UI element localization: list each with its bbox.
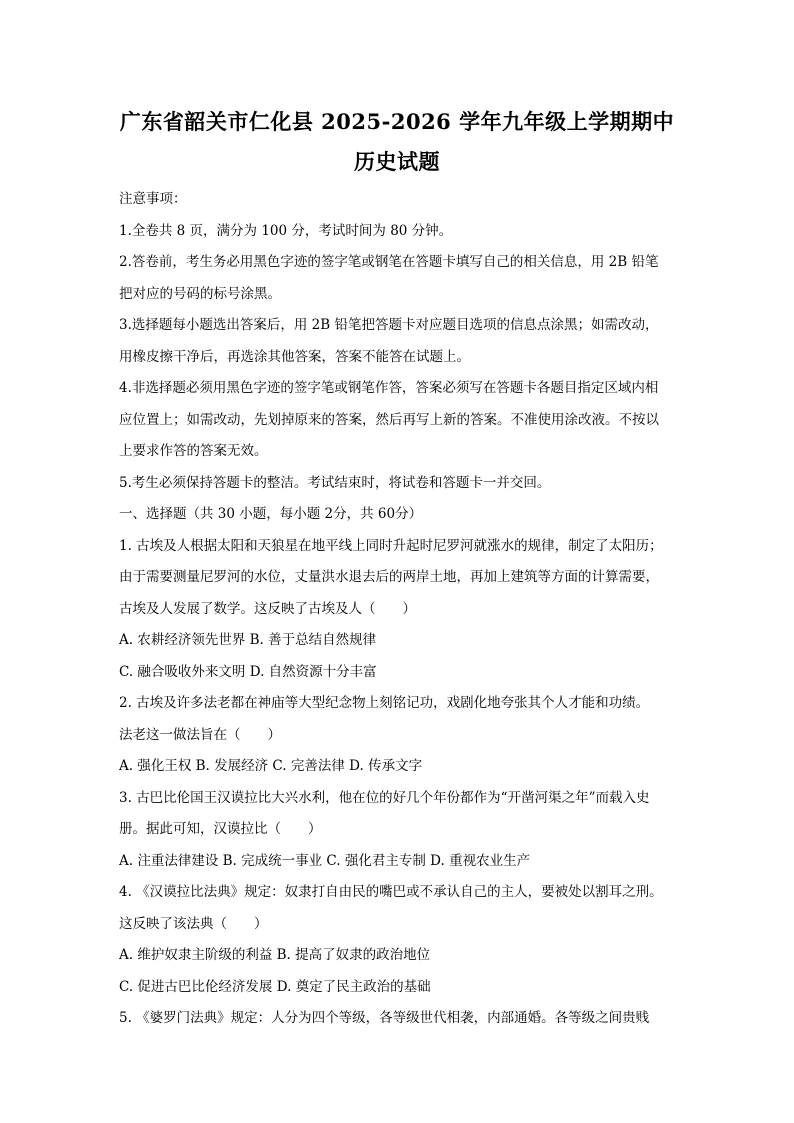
- question-options-line: C. 融合吸收外来文明 D. 自然资源十分丰富: [119, 663, 377, 680]
- question-options-line: A. 强化王权 B. 发展经济 C. 完善法律 D. 传承文字: [119, 758, 423, 774]
- question-stem-line: 1. 古埃及人根据太阳和天狼星在地平线上同时升起时尼罗河就涨水的规律，制定了太阳历；: [119, 537, 663, 554]
- notes-list: [119, 216, 681, 500]
- exam-content: [119, 184, 681, 1035]
- note-line: 上要求作答的答案无效。: [119, 443, 268, 459]
- exam-subtitle: 历史试题: [354, 149, 440, 174]
- note-line: 用橡皮擦干净后，再选涂其他答案，答案不能答在试题上。: [119, 348, 470, 365]
- exam-title: 广东省韶关市仁化县 2025-2026 学年九年级上学期期中: [119, 109, 675, 134]
- note-line: 1.全卷共 8 页，满分为 100 分，考试时间为 80 分钟。: [119, 222, 453, 239]
- question-stem-line: 法老这一做法旨在（ ）: [119, 726, 281, 743]
- question-stem-line: 由于需要测量尼罗河的水位，丈量洪水退去后的两岸土地，再加上建筑等方面的计算需要，: [119, 569, 659, 585]
- question-stem-line: 这反映了该法典（ ）: [119, 915, 268, 932]
- note-line: 2.答卷前，考生务必用黑色字迹的签字笔或钢笔在答题卡填写自己的相关信息，用 2B 铅笔: [119, 254, 659, 270]
- question-stem-line: 4. 《汉谟拉比法典》规定：奴隶打自由民的嘴巴或不承认自己的主人，要被处以割耳之刑。: [119, 884, 663, 900]
- section-heading: 一、选择题（共 30 小题，每小题 2分，共 60分）: [119, 506, 423, 522]
- notes-heading: 注意事项：: [119, 191, 187, 207]
- question-2: [119, 688, 681, 783]
- question-options-line: A. 注重法律建设 B. 完成统一事业 C. 强化君主专制 D. 重视农业生产: [119, 852, 531, 869]
- note-line: 3.选择题每小题选出答案后，用 2B 铅笔把答题卡对应题目选项的信息点涂黑；如需改动，: [119, 317, 659, 333]
- question-options-line: C. 促进古巴比伦经济发展 D. 奠定了民主政治的基础: [119, 978, 431, 995]
- question-stem-line: 册。据此可知，汉谟拉比（ ）: [119, 821, 322, 837]
- question-stem-line: 3. 古巴比伦国王汉谟拉比大兴水利，他在位的好几个年份都作为“开凿河渠之年”而载入史: [119, 789, 650, 806]
- question-stem-line: 5. 《婆罗门法典》规定：人分为四个等级，各等级世代相袭，内部通婚。各等级之间贵贱: [119, 1010, 650, 1026]
- question-options-line: A. 维护奴隶主阶级的利益 B. 提高了奴隶的政治地位: [119, 947, 431, 963]
- note-line: 5.考生必须保持答题卡的整洁。考试结束时，将试卷和答题卡一并交回。: [119, 474, 551, 491]
- note-line: 4.非选择题必须用黑色字迹的签字笔或钢笔作答，答案必须写在答题卡各题目指定区域内相: [119, 380, 659, 396]
- question-4: [119, 877, 681, 1003]
- question-3: [119, 783, 681, 878]
- question-1: [119, 531, 681, 689]
- note-line: 应位置上；如需改动，先划掉原来的答案，然后再写上新的答案。不准使用涂改液。不按以: [119, 411, 659, 428]
- question-stem-line: 2. 古埃及许多法老都在神庙等大型纪念物上刻铭记功，戏剧化地夸张其个人才能和功绩。: [119, 695, 650, 711]
- question-options-line: A. 农耕经济领先世界 B. 善于总结自然规律: [119, 632, 377, 648]
- note-line: 把对应的号码的标号涂黑。: [119, 285, 281, 302]
- question-stem-line: 古埃及人发展了数学。这反映了古埃及人（ ）: [119, 600, 416, 617]
- question-5: [119, 1003, 681, 1035]
